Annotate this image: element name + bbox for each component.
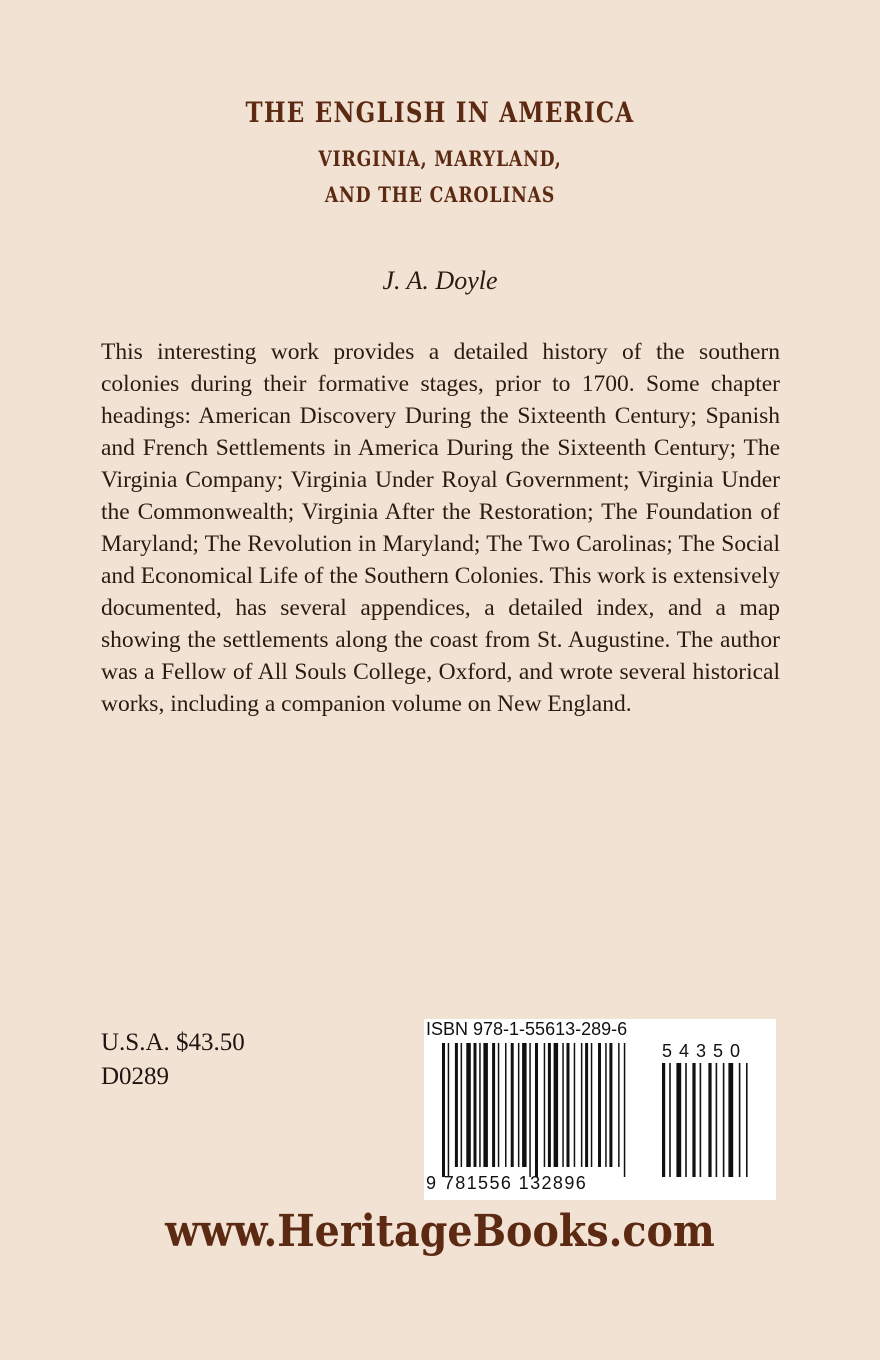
price-label: U.S.A. $43.50 [101,1029,245,1056]
ean-digits: 9 781556 132896 [426,1173,588,1193]
barcode-bar [574,1043,576,1167]
barcode-bar [511,1043,514,1167]
barcode-bar [492,1043,495,1167]
addon-bar [700,1063,702,1177]
author-name: J. A. Doyle [382,266,498,295]
barcode-bar [518,1043,520,1167]
isbn-label: ISBN 978-1-55613-289-6 [426,1019,628,1039]
addon-bar [662,1063,665,1177]
barcode-bar [529,1043,531,1177]
book-description: This interesting work provides a detailed history of the southern colonies during their formative stages, prior to 1700. Some chapter headings: American Discovery During the Sixteenth Century; Spanish and French Settlements in America During the Sixteenth Century; The Virginia Company; Virginia Under Royal Government; Virginia Under the Commonwealth; Virginia After the Restoration; The Foundation of Maryland; The Revolution in Maryland; The Two Carolinas; The Social and Economical Life of the Southern Colonies. This work is extensively documented, has several appendices, a detailed index, and a map showing the settlements along the coast from St. Augustine. The author was a Fellow of All Souls College, Oxford, and wrote several historical works, including a companion volume on New England. [101,339,780,717]
barcode-bar [474,1043,477,1167]
book-subtitle-line-2: AND THE CAROLINAS [324,182,556,207]
addon-bar [669,1063,671,1177]
barcode-bar [624,1043,626,1177]
barcode-bar [479,1043,481,1167]
barcode-bar [605,1043,607,1167]
barcode-bar [591,1043,593,1167]
barcode-bar [609,1043,612,1167]
barcode-bar [585,1043,588,1167]
addon-bar [723,1063,725,1177]
barcode-bar [461,1043,463,1167]
barcode-bar [498,1043,500,1167]
barcode-bars [442,1043,762,1193]
barcode-bar [567,1043,570,1167]
barcode-bar [505,1043,507,1167]
addon-bar [676,1063,681,1177]
addon-bar [739,1063,741,1177]
addon-bar [728,1063,733,1177]
barcode-price-addon: 54350 [662,1041,748,1061]
barcode-bar [562,1043,564,1167]
barcode-bar [448,1043,450,1177]
barcode-bar [455,1043,458,1167]
barcode-bar [618,1043,620,1167]
barcode-bar [544,1043,546,1167]
barcode-bar [522,1043,527,1167]
addon-bar [708,1063,711,1177]
barcode-bar [483,1043,488,1167]
barcode-bar [442,1043,445,1177]
addon-bar [746,1063,748,1177]
barcode-bar [466,1043,471,1167]
barcode-bar [581,1043,583,1167]
isbn-barcode [424,1019,776,1200]
product-code: D0289 [101,1063,170,1090]
barcode-bar [554,1043,559,1167]
barcode-bar [535,1043,538,1177]
addon-bar [716,1063,718,1177]
addon-bar [692,1063,695,1177]
book-title: THE ENGLISH IN AMERICA [245,96,635,129]
publisher-website: www.HeritageBooks.com [165,1206,715,1257]
addon-bar [685,1063,687,1177]
barcode-bar [598,1043,601,1167]
book-subtitle-line-1: VIRGINIA, MARYLAND, [318,146,562,171]
barcode-bar [548,1043,551,1167]
